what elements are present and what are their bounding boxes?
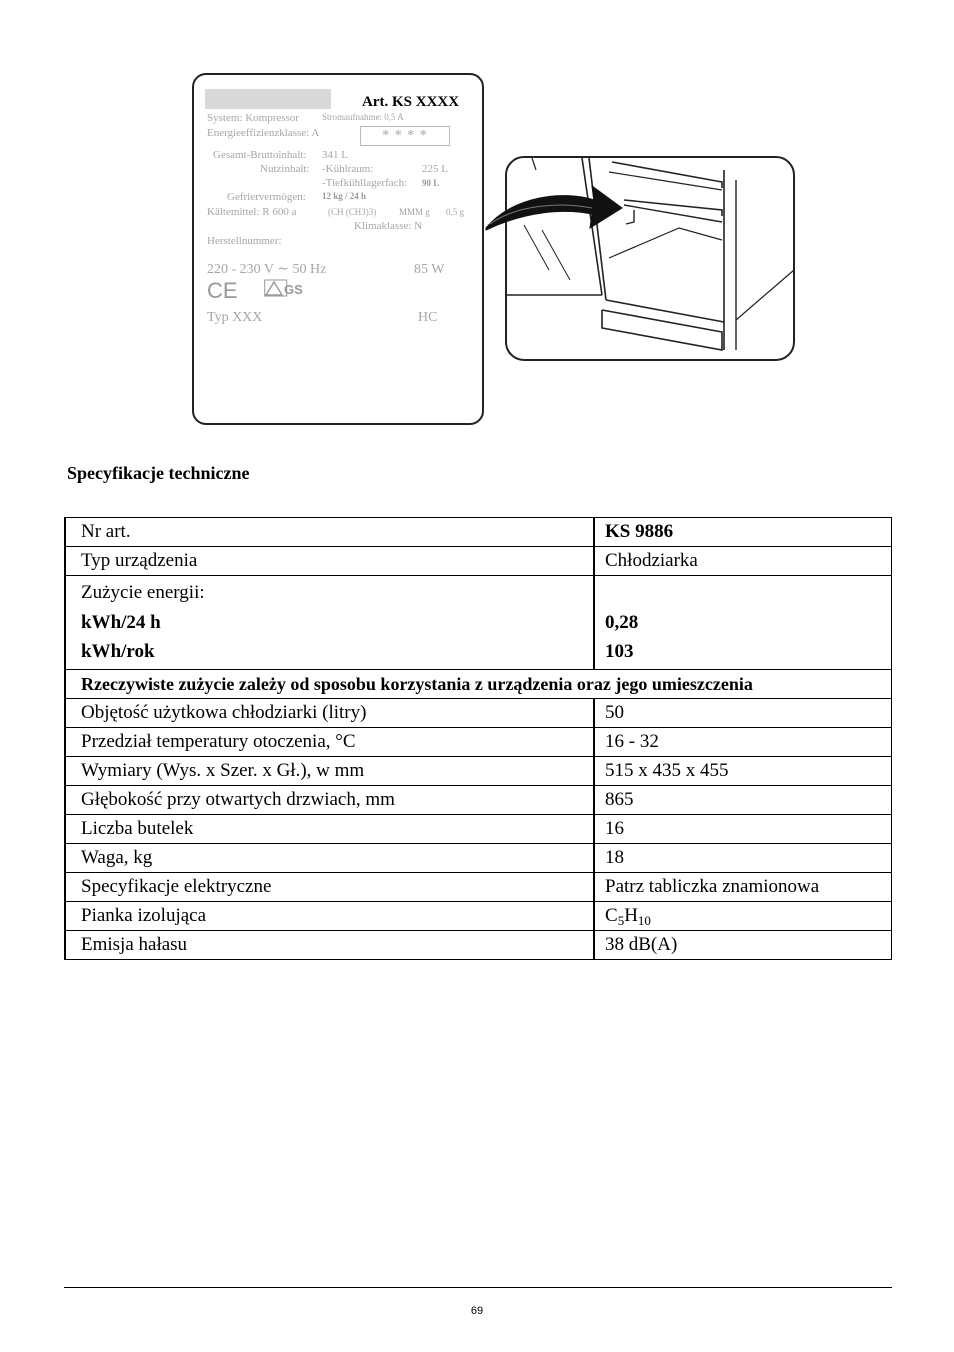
plate-kaeltemittel: Kältemittel: R 600 a (207, 206, 297, 218)
plate-hc: HC (418, 310, 438, 325)
table-row (65, 901, 892, 930)
row-value: 16 (594, 814, 892, 843)
row-label: Liczba butelek (65, 814, 594, 843)
plate-tiefkuehl-value: 90 L (422, 178, 440, 188)
foam-h: H (624, 904, 638, 926)
table-row-energy (65, 576, 892, 670)
ce-mark-icon: CE (207, 278, 238, 303)
plate-typ: Typ XXX (207, 310, 263, 325)
fridge-illustration (484, 150, 798, 362)
kwh-year-label: kWh/rok (81, 641, 155, 662)
row-label: Głębokość przy otwartych drzwiach, mm (65, 785, 594, 814)
plate-watts: 85 W (414, 262, 445, 277)
foam-label: Pianka izolująca (65, 901, 594, 930)
plate-stromaufnahme: Stromaufnahme: 0,5 A (322, 112, 404, 122)
row-label: Objętość użytkowa chłodziarki (litry) (65, 698, 594, 727)
art-label: Nr art. (65, 518, 594, 547)
energy-value-cell (594, 576, 892, 670)
star-rating-icon: * * * * (360, 126, 450, 146)
row-label: Waga, kg (65, 843, 594, 872)
noise-value: 38 dB(A) (594, 930, 892, 959)
plate-nutzinhalt-label: Nutzinhalt: (260, 163, 310, 175)
plate-kuehlraum-value: 225 L (422, 163, 448, 175)
row-value: Patrz tabliczka znamionowa (594, 872, 892, 901)
table-row (65, 698, 892, 727)
plate-brutto-label: Gesamt-Bruttoinhalt: (213, 149, 307, 161)
table-row (65, 785, 892, 814)
table-row (65, 814, 892, 843)
gs-mark-icon (264, 279, 304, 297)
row-label: Przedział temperatury otoczenia, °C (65, 727, 594, 756)
plate-gefrier-label: Gefriervermögen: (227, 191, 306, 203)
row-value: 50 (594, 698, 892, 727)
spec-table (64, 517, 892, 960)
plate-klimaklasse: Klimaklasse: N (354, 220, 423, 232)
plate-energy-class: Energieeffizienzklasse: A (207, 127, 320, 139)
table-row (65, 727, 892, 756)
plate-system: System: Kompressor (207, 112, 299, 124)
plate-formula: (CH (CH3)3) (328, 207, 377, 217)
row-value: 18 (594, 843, 892, 872)
footer-rule (64, 1287, 892, 1288)
table-row (65, 756, 892, 785)
plate-art-number: Art. KS XXXX (362, 94, 460, 110)
foam-h-sub: 10 (637, 912, 651, 928)
row-label: Specyfikacje elektryczne (65, 872, 594, 901)
plate-tiefkuehl-label: -Tiefkühllagerfach: (322, 177, 408, 189)
plate-mmm: MMM g (399, 207, 430, 217)
type-label: Typ urządzenia (65, 547, 594, 576)
gs-mark-text: GS (284, 282, 303, 297)
kwh-day-value: 0,28 (605, 611, 639, 633)
energy-note: Rzeczywiste zużycie zależy od sposobu korzystania z urządzenia oraz jego umieszczenia (65, 669, 892, 698)
plate-voltage: 220 - 230 V ∼ 50 Hz (207, 262, 327, 277)
plate-kuehlraum-label: -Kühlraum: (322, 163, 374, 175)
table-row (65, 843, 892, 872)
art-value: KS 9886 (594, 518, 892, 547)
table-row (65, 872, 892, 901)
plate-herstell: Herstellnummer: (207, 235, 282, 247)
table-row (65, 930, 892, 959)
row-value: 16 - 32 (594, 727, 892, 756)
foam-value (594, 901, 892, 930)
foam-c: C (605, 904, 618, 926)
plate-logo-bar (205, 89, 331, 109)
table-row (65, 518, 892, 547)
energy-label: Zużycie energii: (81, 582, 205, 603)
noise-label: Emisja hałasu (65, 930, 594, 959)
row-value: 515 x 435 x 455 (594, 756, 892, 785)
rating-plate (192, 73, 484, 425)
section-heading: Specyfikacje techniczne (67, 463, 250, 483)
row-value: 865 (594, 785, 892, 814)
table-row-note (65, 669, 892, 698)
plate-brutto-value: 341 L (322, 149, 348, 161)
kwh-day-label: kWh/24 h (81, 611, 161, 633)
plate-gefrier-value: 12 kg / 24 h (322, 191, 367, 201)
row-label: Wymiary (Wys. x Szer. x Gł.), w mm (65, 756, 594, 785)
page-number: 69 (470, 1305, 484, 1317)
energy-label-cell (65, 576, 594, 670)
table-row (65, 547, 892, 576)
type-value: Chłodziarka (594, 547, 892, 576)
foam-c-sub: 5 (617, 912, 625, 928)
plate-mmm-value: 0,5 g (446, 207, 464, 217)
kwh-year-value: 103 (605, 641, 634, 662)
